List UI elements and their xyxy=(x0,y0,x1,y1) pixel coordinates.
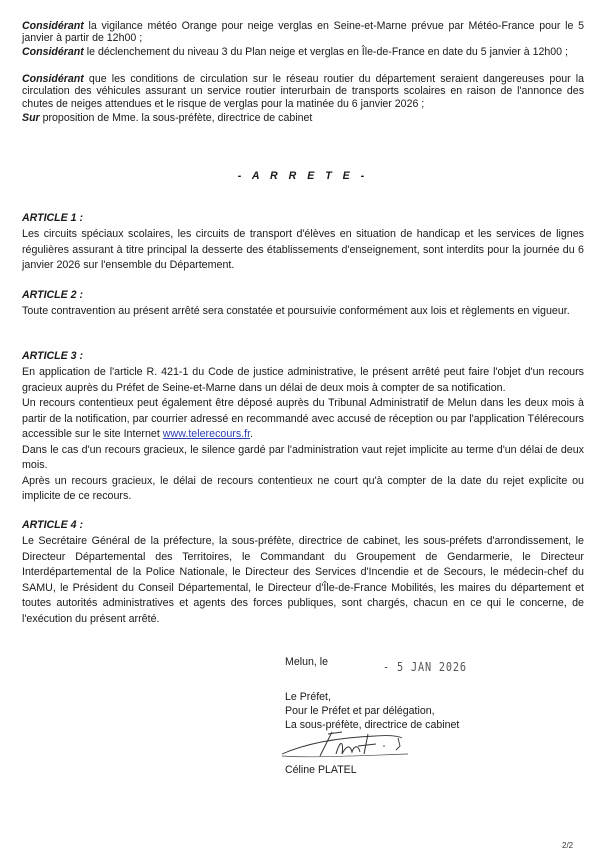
article-paragraph xyxy=(22,396,584,443)
article-heading: ARTICLE 2 : xyxy=(22,289,84,301)
considerant-1 xyxy=(22,20,584,45)
sur-text: proposition de Mme. la sous-préfète, directrice de cabinet xyxy=(39,112,313,124)
recours-text: Un recours contentieux peut également être déposé auprès du Tribunal Administratif de Melun dans les deux mois à partir de la notification, par courrier adressé en recommandé avec accusé de réception ou par l'application Télérecours accessible sur le site Internet xyxy=(22,397,584,440)
considerant-text: que les conditions de circulation sur le réseau routier du département seraient dangereuses pour la circulation des véhicules assurant un service routier interurbain de transports scolaires en raison de l'annonce des chutes de neiges attendues et le risque de verglas pour la matinée du 6 janvier 2026 ; xyxy=(22,73,584,110)
signatory-name: Céline PLATEL xyxy=(285,764,357,776)
considerant-keyword: Considérant xyxy=(22,46,84,58)
delegation-line: Pour le Préfet et par délégation, xyxy=(285,705,435,717)
date-stamp: - 5 JAN 2026 xyxy=(383,660,467,674)
article-paragraph: En application de l'article R. 421-1 du Code de justice administrative, le présent arrêté peut faire l'objet d'un recours gracieux auprès du Préfet de Seine-et-Marne dans un délai de deux mois à compter de sa notification. xyxy=(22,366,584,394)
sur-keyword: Sur xyxy=(22,112,40,124)
article-3 xyxy=(22,350,584,505)
handwritten-signature-icon xyxy=(280,726,410,766)
signatory-title: Le Préfet, xyxy=(285,691,331,703)
telerecours-link[interactable]: www.telerecours.fr xyxy=(162,428,251,440)
article-4 xyxy=(22,519,584,627)
page-number: 2/2 xyxy=(562,841,574,850)
article-paragraph: Le Secrétaire Général de la préfecture, la sous-préfète, directrice de cabinet, les sous-préfets d'arrondissement, le Directeur Départemental des Territoires, le Commandant du Groupement de Gendarmerie, le Directeur Interdépartemental de la Police Nationale, le Directeur des Services d'Incendie et de Secours, le médecin-chef du SAMU, le Président du Conseil Départemental, le Directeur d'Île-de-France Mobilités, les maires du département et toutes autorités administratives et agents des forces publiques, sont chargés, chacun en ce qui le concerne, de l'exécution du présent arrêté. xyxy=(22,535,584,625)
signatory-role: La sous-préfète, directrice de cabinet xyxy=(285,719,460,731)
article-paragraph: Toute contravention au présent arrêté sera constatée et poursuivie conformément aux lois et règlements en vigueur. xyxy=(22,305,570,317)
article-heading: ARTICLE 1 : xyxy=(22,212,84,224)
sur-proposition xyxy=(22,112,584,124)
considerant-text: le déclenchement du niveau 3 du Plan neige et verglas en Île-de-France en date du 5 janvier à 12h00 ; xyxy=(83,46,568,58)
considerant-keyword: Considérant xyxy=(22,73,84,85)
article-paragraph: Les circuits spéciaux scolaires, les circuits de transport d'élèves en situation de handicap et les services de lignes régulières assurant à titre principal la desserte des établissements d'enseignement, sont interdits pour la journée du 6 janvier 2026 sur l'ensemble du Département. xyxy=(22,228,584,271)
article-paragraph: Après un recours gracieux, le délai de recours contentieux ne court qu'à compter de la date du rejet explicite ou implicite de ce recours. xyxy=(22,474,584,502)
considerant-keyword: Considérant xyxy=(22,20,84,32)
article-heading: ARTICLE 4 : xyxy=(22,519,84,531)
considerant-text: la vigilance météo Orange pour neige verglas en Seine-et-Marne prévue par Météo-France pour le 5 janvier à partir de 12h00 ; xyxy=(22,20,584,45)
considerant-3 xyxy=(22,73,584,110)
link-punctuation: . xyxy=(250,428,254,440)
signature-place: Melun, le xyxy=(285,656,328,668)
article-heading: ARTICLE 3 : xyxy=(22,350,84,362)
article-paragraph: Dans le cas d'un recours gracieux, le silence gardé par l'administration vaut rejet implicite au terme d'un délai de deux mois. xyxy=(22,443,584,471)
considerant-2 xyxy=(22,46,584,58)
article-2 xyxy=(22,289,584,320)
arrete-title: - A R R E T E - xyxy=(237,170,369,182)
article-1 xyxy=(22,212,584,274)
